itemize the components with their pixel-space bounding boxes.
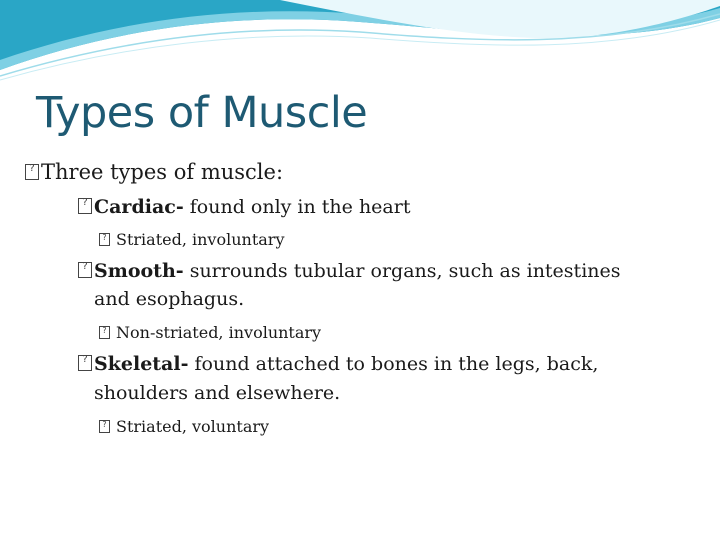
smooth-text: surrounds tubular organs, such as intestines (183, 260, 621, 282)
bullet-skeletal (78, 353, 598, 375)
intro-text: Three types of muscle: (41, 160, 284, 184)
cardiac-term: Cardiac- (94, 196, 184, 218)
bullet-smooth-sub (99, 323, 321, 342)
missing-glyph-box-icon (25, 164, 39, 180)
smooth-text-continued: and esophagus. (94, 288, 245, 310)
bullet-smooth (78, 260, 621, 282)
bullet-cardiac (78, 196, 410, 218)
missing-glyph-box-icon (99, 233, 110, 246)
skeletal-term: Skeletal- (94, 353, 189, 375)
header-wave-decoration (0, 0, 720, 90)
bullet-intro (25, 160, 283, 184)
slide-title: Types of Muscle (36, 88, 368, 138)
missing-glyph-box-icon (78, 262, 92, 278)
bullet-cardiac-sub (99, 230, 284, 249)
missing-glyph-box-icon (99, 326, 110, 339)
skeletal-text: found attached to bones in the legs, back, (188, 353, 599, 375)
smooth-term: Smooth- (94, 260, 184, 282)
missing-glyph-box-icon (99, 420, 110, 433)
skeletal-text-continued: shoulders and elsewhere. (94, 382, 341, 404)
smooth-sub-text: Non-striated, involuntary (116, 323, 322, 342)
bullet-skeletal-sub (99, 417, 269, 436)
cardiac-text: found only in the heart (183, 196, 411, 218)
skeletal-sub-text: Striated, voluntary (116, 417, 270, 436)
missing-glyph-box-icon (78, 198, 92, 214)
cardiac-sub-text: Striated, involuntary (116, 230, 285, 249)
missing-glyph-box-icon (78, 355, 92, 371)
